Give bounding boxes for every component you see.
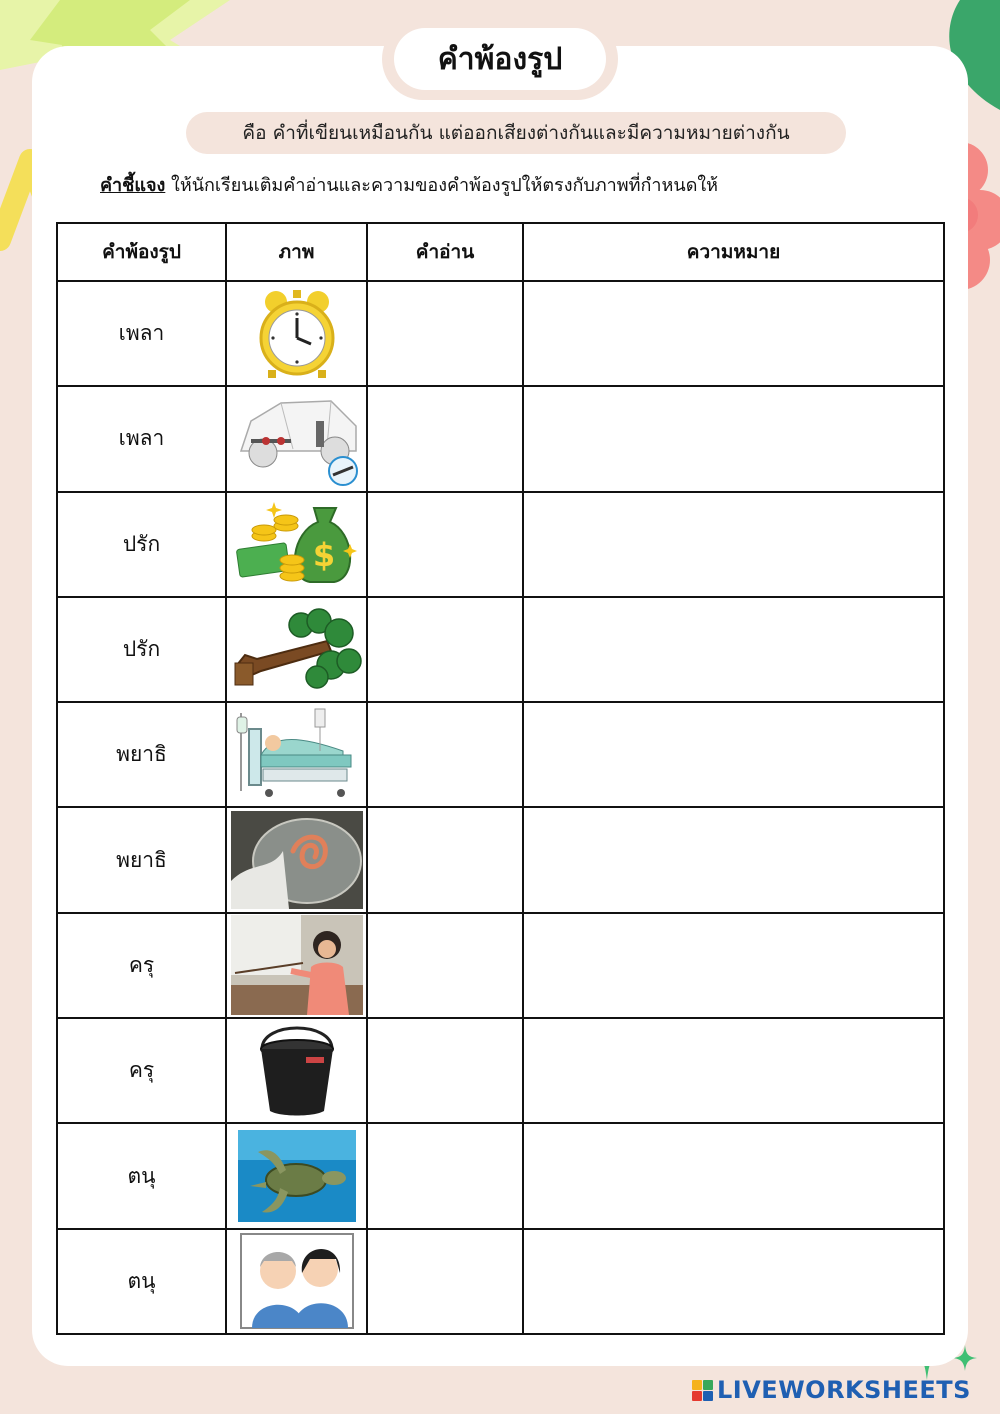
meaning-answer-cell[interactable]	[523, 1123, 944, 1228]
row-word: พยาธิ	[57, 702, 226, 807]
row-picture	[226, 702, 367, 807]
reading-answer-cell[interactable]	[367, 597, 523, 702]
reading-answer-cell[interactable]	[367, 913, 523, 1018]
row-word: ปรัก	[57, 597, 226, 702]
definition-text: คือ คำที่เขียนเหมือนกัน แต่ออกเสียงต่างกันและมีความหมายต่างกัน	[186, 112, 846, 154]
reading-answer-cell[interactable]	[367, 281, 523, 386]
reading-answer-cell[interactable]	[367, 492, 523, 597]
row-picture	[226, 597, 367, 702]
liveworksheets-logo	[692, 1374, 992, 1406]
header-picture: ภาพ	[226, 223, 367, 281]
table-row	[57, 492, 944, 597]
homograph-table	[56, 222, 945, 1335]
meaning-answer-cell[interactable]	[523, 807, 944, 912]
table-row	[57, 1018, 944, 1123]
meaning-answer-cell[interactable]	[523, 492, 944, 597]
meaning-answer-cell[interactable]	[523, 1018, 944, 1123]
car-axle-icon	[231, 391, 363, 487]
reading-answer-cell[interactable]	[367, 1229, 523, 1334]
reading-answer-cell[interactable]	[367, 1123, 523, 1228]
instruction-label: คำชี้แจง	[100, 175, 166, 196]
fallen-tree-icon	[231, 607, 363, 693]
reading-answer-cell[interactable]	[367, 386, 523, 491]
row-picture	[226, 492, 367, 597]
row-picture	[226, 807, 367, 912]
page-title: คำพ้องรูป	[394, 28, 606, 90]
row-picture	[226, 1123, 367, 1228]
teacher-pointing-icon	[231, 915, 363, 1015]
parasite-worm-icon	[231, 811, 363, 909]
instruction-text: ให้นักเรียนเติมคำอ่านและความของคำพ้องรูปให้ตรงกับภาพที่กำหนดให้	[171, 175, 719, 196]
meaning-answer-cell[interactable]	[523, 386, 944, 491]
header-word: คำพ้องรูป	[57, 223, 226, 281]
meaning-answer-cell[interactable]	[523, 702, 944, 807]
row-word: พยาธิ	[57, 807, 226, 912]
table-header-row	[57, 223, 944, 281]
table-row	[57, 1123, 944, 1228]
table-row	[57, 913, 944, 1018]
row-picture	[226, 386, 367, 491]
liveworksheets-icon	[692, 1380, 713, 1401]
row-word: ตนุ	[57, 1229, 226, 1334]
money-bag-coins-icon	[234, 496, 360, 592]
row-word: เพลา	[57, 281, 226, 386]
row-picture	[226, 1018, 367, 1123]
table-row	[57, 386, 944, 491]
two-people-icon	[240, 1233, 354, 1329]
meaning-answer-cell[interactable]	[523, 1229, 944, 1334]
svg-text:$: $	[312, 536, 335, 575]
table-row	[57, 807, 944, 912]
table-row	[57, 281, 944, 386]
sea-turtle-icon	[238, 1130, 356, 1222]
meaning-answer-cell[interactable]	[523, 597, 944, 702]
meaning-answer-cell[interactable]	[523, 281, 944, 386]
table-row	[57, 702, 944, 807]
row-word: ปรัก	[57, 492, 226, 597]
row-picture	[226, 913, 367, 1018]
reading-answer-cell[interactable]	[367, 1018, 523, 1123]
reading-answer-cell[interactable]	[367, 807, 523, 912]
meaning-answer-cell[interactable]	[523, 913, 944, 1018]
alarm-clock-icon	[242, 288, 352, 380]
table-row	[57, 1229, 944, 1334]
row-word: ครุ	[57, 1018, 226, 1123]
table-row	[57, 597, 944, 702]
header-meaning: ความหมาย	[523, 223, 944, 281]
row-picture	[226, 281, 367, 386]
row-word: ตนุ	[57, 1123, 226, 1228]
row-word: ครุ	[57, 913, 226, 1018]
hospital-bed-icon	[233, 707, 361, 803]
row-picture	[226, 1229, 367, 1334]
header-reading: คำอ่าน	[367, 223, 523, 281]
black-bucket-icon	[252, 1023, 342, 1119]
brand-text: LIVEWORKSHEETS	[717, 1376, 971, 1404]
row-word: เพลา	[57, 386, 226, 491]
reading-answer-cell[interactable]	[367, 702, 523, 807]
instruction	[100, 170, 900, 202]
